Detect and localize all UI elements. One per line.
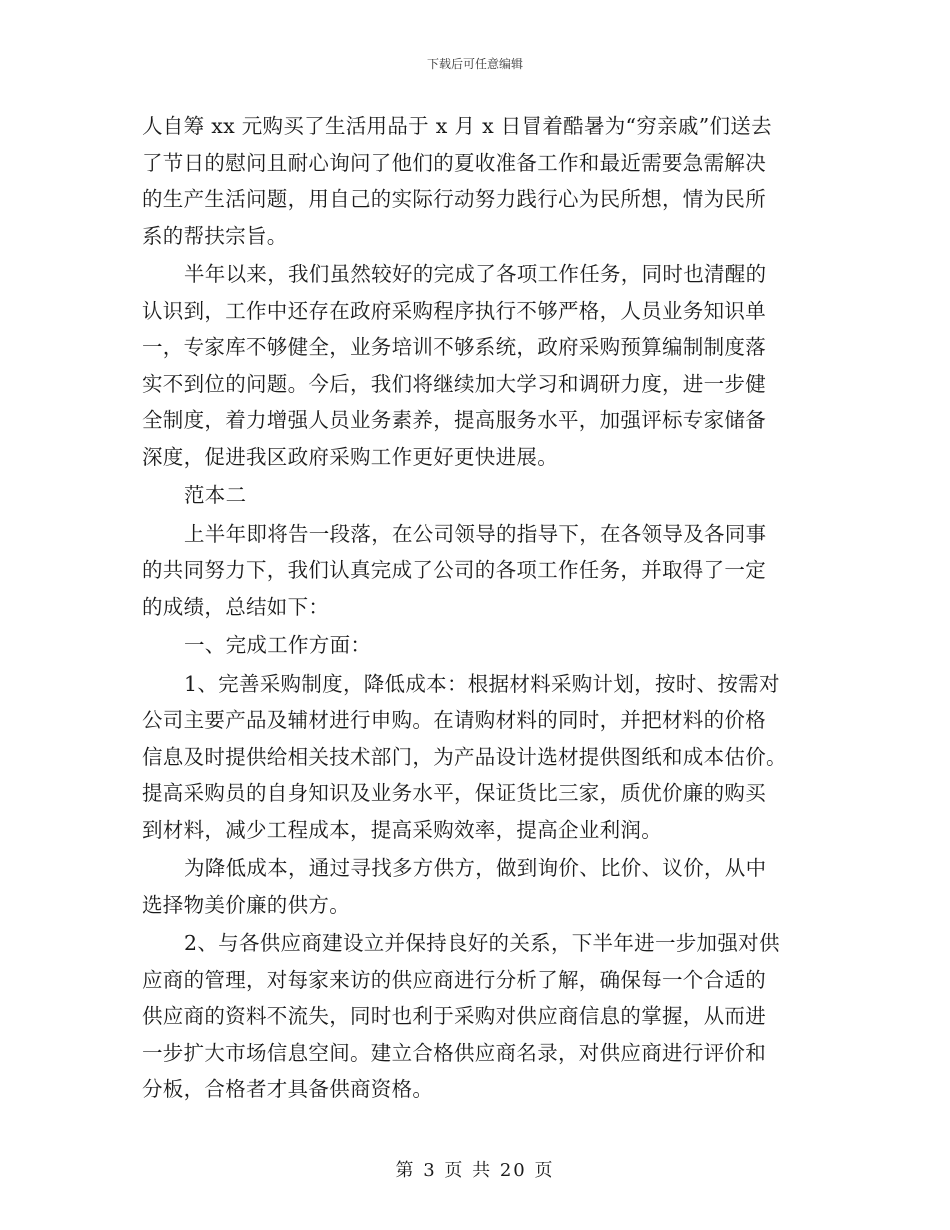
- text-line: 范本二: [184, 483, 247, 507]
- text-line: 了节日的慰问且耐心询问了他们的夏收准备工作和最近需要急需解决: [142, 150, 766, 175]
- text-line: 上半年即将告一段落，在公司领导的指导下，在各领导及各同事: [184, 521, 767, 546]
- text-line: 的成绩，总结如下：: [142, 594, 330, 619]
- text-line: 的共同努力下，我们认真完成了公司的各项工作任务，并取得了一定: [142, 558, 766, 582]
- text-line: 一，专家库不够健全，业务培训不够系统，政府采购预算编制制度落: [142, 335, 766, 359]
- text-line: 提高采购员的自身知识及业务水平，保证货比三家，质优价廉的购买: [142, 781, 766, 805]
- text-line: 实不到位的问题。今后，我们将继续加大学习和调研力度，进一步健: [142, 371, 766, 396]
- text-line: 系的帮扶宗旨。: [142, 223, 288, 248]
- section-heading: [142, 477, 814, 514]
- text-line: 一、完成工作方面：: [184, 633, 372, 657]
- text-line: 为降低成本，通过寻找多方供方，做到询价、比价、议价，从中: [184, 856, 767, 880]
- document-body: [142, 108, 814, 1108]
- paragraph: [142, 108, 814, 254]
- text-line: 人自筹 xx 元购买了生活用品于 x 月 x 日冒着酷暑为“穷亲戚”们送去: [142, 114, 772, 138]
- paragraph: [142, 516, 814, 626]
- text-line: 的生产生活问题，用自己的实际行动努力践行心为民所想，情为民所: [142, 187, 766, 211]
- text-line: 信息及时提供给相关技术部门，为产品设计选材提供图纸和成本估价。: [142, 744, 787, 769]
- subsection-heading: [142, 627, 814, 664]
- text-line: 全制度，着力增强人员业务素养，提高服务水平，加强评标专家储备: [142, 408, 766, 432]
- paragraph: [142, 666, 814, 849]
- text-line: 认识到，工作中还存在政府采购程序执行不够严格，人员业务知识单: [142, 298, 766, 323]
- text-line: 半年以来，我们虽然较好的完成了各项工作任务，同时也清醒的: [184, 262, 767, 286]
- text-line: 1、完善采购制度，降低成本：根据材料采购计划，按时、按需对: [184, 671, 780, 696]
- paragraph: [142, 256, 814, 475]
- page-header: 下载后可任意编辑: [426, 57, 523, 71]
- paragraph: [142, 925, 814, 1108]
- text-line: 到材料，减少工程成本，提高采购效率，提高企业利润。: [142, 817, 662, 842]
- text-line: 公司主要产品及辅材进行申购。在请购材料的同时，并把材料的价格: [142, 708, 766, 732]
- text-line: 分板，合格者才具备供商资格。: [142, 1077, 434, 1101]
- paragraph: [142, 850, 814, 923]
- text-line: 供应商的资料不流失，同时也利于采购对供应商信息的掌握，从而进: [142, 1004, 766, 1028]
- text-line: 应商的管理，对每家来访的供应商进行分析了解，确保每一个合适的: [142, 967, 766, 992]
- text-line: 深度，促进我区政府采购工作更好更快进展。: [142, 444, 558, 469]
- text-line: 一步扩大市场信息空间。建立合格供应商名录，对供应商进行评价和: [142, 1040, 766, 1065]
- text-line: 2、与各供应商建设立并保持良好的关系，下半年进一步加强对供: [184, 931, 780, 955]
- text-line: 选择物美价廉的供方。: [142, 892, 350, 917]
- page-number: 第 3 页 共 20 页: [395, 1160, 555, 1181]
